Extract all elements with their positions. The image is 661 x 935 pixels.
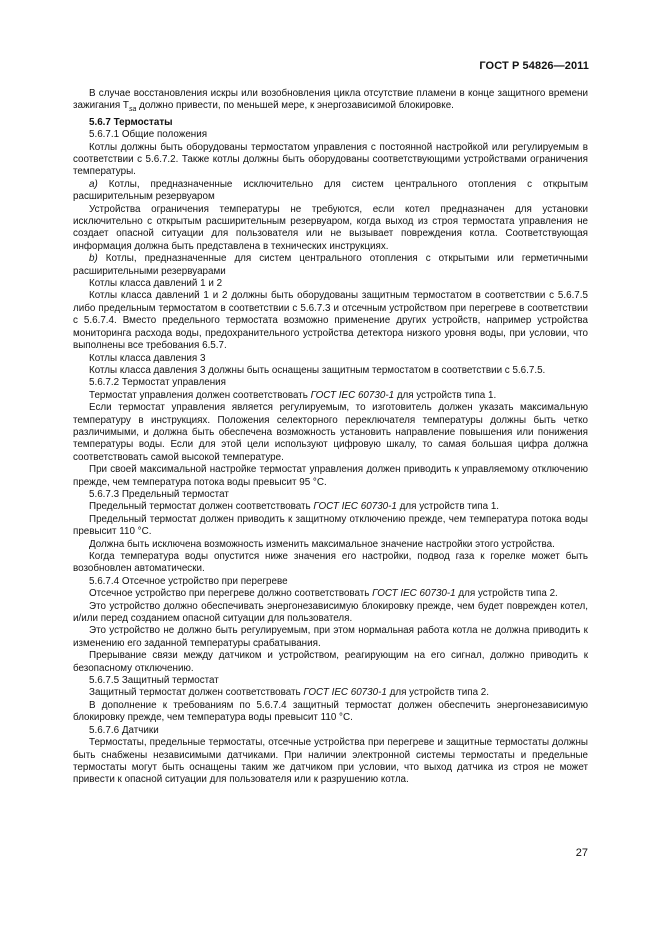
- page-number: 27: [575, 847, 588, 859]
- subsection-heading: 5.6.7.1 Общие положения: [89, 129, 208, 141]
- paragraph: Котлы должны быть оборудованы термостатом управления с постоянной настройкой или регулируемым в соответствии с 5.6.7.2. Также котлы должны быть оборудованы соответствующими устройствами ограничения температуры.: [73, 141, 588, 178]
- section-heading: 5.6.7 Термостаты: [89, 116, 173, 128]
- subsection-heading: 5.6.7.6 Датчики: [89, 724, 159, 736]
- paragraph: Если термостат управления является регулируемым, то изготовитель должен указать максимальную температуру в инструкциях. Положения селекторного переключателя температуры должны быть четко различимыми, и должна быть обеспечена возможность установить направление повышения или понижения температуры воды. Если для этой цели используют цифровую шкалу, то самая большая цифра должна соответствовать самой высокой температуре.: [73, 402, 588, 463]
- paragraph: Котлы класса давления 3 должны быть оснащены защитным термостатом в соответствии с 5.6.7.5.: [89, 364, 546, 376]
- paragraph: Термостаты, предельные термостаты, отсечные устройства при перегреве и защитные термостаты должны быть снабжены независимыми датчиками. При наличии электронной системы термостаты и предельные термостаты могут быть оснащены таким же датчиком при условии, что выход датчика из строя не может привести к опасной ситуации для пользователя или к разрушению котла.: [73, 737, 588, 786]
- paragraph: Котлы класса давлений 1 и 2 должны быть оборудованы защитным термостатом в соответствии с 5.6.7.5 либо предельным термостатом в соответствии с 5.6.7.3 и отсечным устройством при перегреве в соответствии с 5.6.7.4. Вместо предельного термостата возможно применение других устройств, например устройства мониторинга расхода воды, предохранительного устройства детектора низкого уровня воды, при условии, что выполнены все требования 6.5.7.: [73, 290, 588, 352]
- paragraph: При своей максимальной настройке термостат управления должен приводить к управляемому отключению прежде, чем температура потока воды превысит 95 °С.: [73, 464, 588, 488]
- paragraph: Это устройство должно обеспечивать энергонезависимую блокировку прежде, чем будет поврежден котел, и/или перед созданием опасной ситуации для пользователя.: [73, 600, 588, 625]
- paragraph: Должна быть исключена возможность изменить максимальное значение настройки этого устройства.: [89, 538, 555, 550]
- paragraph: Когда температура воды опустится ниже значения его настройки, подвод газа к горелке может быть возобновлен автоматически.: [73, 551, 588, 575]
- paragraph: В случае восстановления искры или возобновления цикла отсутствие пламени в конце защитного времени зажигания $T_{sa}$ должно привести, по меньшей мере, к энергозависимой блокировке.: [73, 88, 588, 114]
- paragraph: а) Котлы, предназначенные исключительно для систем центрального отопления с открытым расширительным резервуаром: [73, 178, 588, 203]
- document-header: ГОСТ Р 54826—2011: [479, 60, 589, 72]
- paragraph: В дополнение к требованиям по 5.6.7.4 защитный термостат должен обеспечить энергонезависимую блокировку прежде, чем температура воды превысит 110 °С.: [73, 699, 588, 724]
- paragraph: Защитный термостат должен соответствовать ГОСТ IEC 60730-1 для устройств типа 2.: [89, 687, 489, 699]
- paragraph: b) Котлы, предназначенные для систем центрального отопления с открытыми или герметичными расширительными резервуарами: [73, 253, 588, 277]
- paragraph: Отсечное устройство при перегреве должно соответствовать ГОСТ IEC 60730-1 для устройств типа 2.: [89, 588, 558, 600]
- subsection-heading: Котлы класса давлений 1 и 2: [89, 278, 223, 290]
- paragraph: Термостат управления должен соответствовать ГОСТ IEC 60730-1 для устройств типа 1.: [89, 389, 497, 401]
- paragraph: Устройства ограничения температуры не требуются, если котел предназначен для установки исключительно с открытым расширительным резервуаром, когда выход из строя термостата управления не создает опасной ситуации для пользователя или не вызывает повреждения котла. Соответствующая информация должна быть представлена в технических инструкциях.: [73, 203, 588, 252]
- subsection-heading: 5.6.7.3 Предельный термостат: [89, 488, 229, 500]
- paragraph: Это устройство не должно быть регулируемым, при этом нормальная работа котла не должна приводить к изменению его заданной температуры срабатывания.: [73, 625, 588, 649]
- paragraph: Прерывание связи между датчиком и устройством, реагирующим на его сигнал, должно приводить к безопасному отключению.: [73, 650, 588, 674]
- subsection-heading: 5.6.7.2 Термостат управления: [89, 377, 226, 389]
- subsection-heading: Котлы класса давления 3: [89, 352, 206, 364]
- paragraph: Предельный термостат должен соответствовать ГОСТ IEC 60730-1 для устройств типа 1.: [89, 501, 500, 513]
- subsection-heading: 5.6.7.5 Защитный термостат: [89, 675, 219, 687]
- document-body: [73, 88, 588, 787]
- paragraph: Предельный термостат должен приводить к защитному отключению прежде, чем температура потока воды превысит 110 °С.: [73, 513, 588, 538]
- subsection-heading: 5.6.7.4 Отсечное устройство при перегреве: [89, 575, 288, 587]
